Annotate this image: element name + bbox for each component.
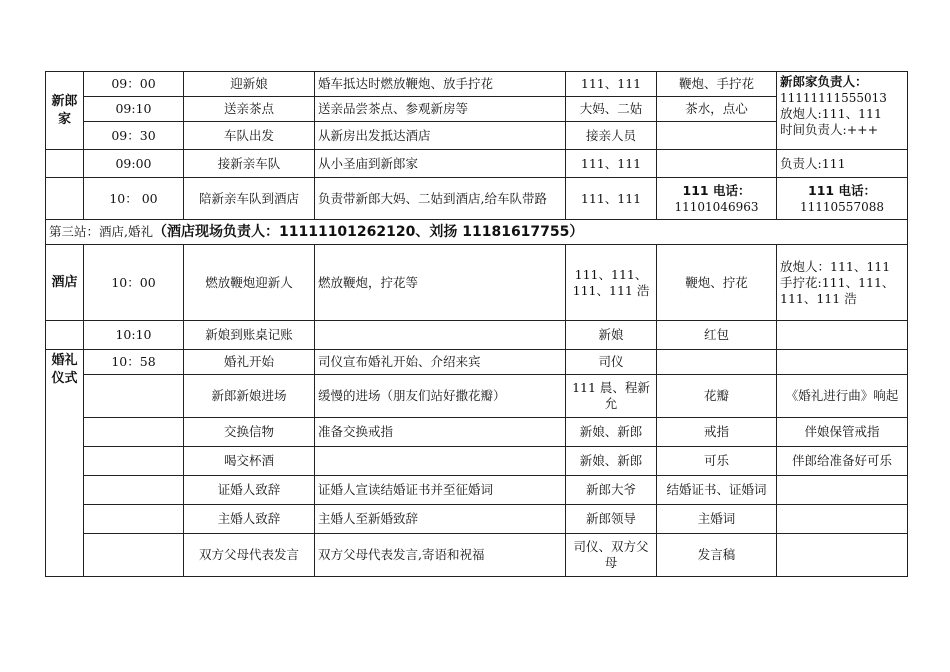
table-row xyxy=(46,350,908,375)
note-cell xyxy=(777,178,908,220)
table-row xyxy=(46,245,908,321)
time-cell: 10：00 xyxy=(84,245,184,321)
table-row xyxy=(46,220,908,245)
note-cell: 负责人:111 xyxy=(777,150,908,178)
content-cell: 双方父母代表发言,寄语和祝福 xyxy=(315,534,566,577)
people-cell: 111 晨、程新允 xyxy=(566,375,657,418)
content-cell: 送亲品尝茶点、参观新房等 xyxy=(315,97,566,122)
content-cell: 主婚人至新婚致辞 xyxy=(315,505,566,534)
item-cell: 新郎新娘进场 xyxy=(184,375,315,418)
contact-phone: 11101046963 xyxy=(674,199,759,214)
items-cell: 茶水，点心 xyxy=(657,97,777,122)
content-cell xyxy=(315,321,566,350)
time-cell: 10:10 xyxy=(84,321,184,350)
note-cell: 伴郎给准备好可乐 xyxy=(777,447,908,476)
note-cell xyxy=(777,505,908,534)
content-cell: 从小圣庙到新郎家 xyxy=(315,150,566,178)
table-row xyxy=(46,534,908,577)
item-cell: 证婚人致辞 xyxy=(184,476,315,505)
items-cell xyxy=(657,350,777,375)
responsible-phone: 11111111555013 xyxy=(780,91,887,105)
people-cell: 111、111 xyxy=(566,178,657,220)
item-cell: 喝交杯酒 xyxy=(184,447,315,476)
people-cell: 新娘、新郎 xyxy=(566,418,657,447)
items-cell xyxy=(657,122,777,150)
item-cell: 新娘到账桌记账 xyxy=(184,321,315,350)
table-row xyxy=(46,418,908,447)
items-cell: 结婚证书、证婚词 xyxy=(657,476,777,505)
item-cell: 主婚人致辞 xyxy=(184,505,315,534)
section-label-empty xyxy=(46,178,84,220)
item-cell: 送亲茶点 xyxy=(184,97,315,122)
people-cell: 新娘、新郎 xyxy=(566,447,657,476)
stage-title: 第三站：酒店,婚礼 xyxy=(49,224,153,239)
people-cell: 111、111 xyxy=(566,72,657,97)
note-cell xyxy=(777,476,908,505)
time-cell xyxy=(84,534,184,577)
note-cell: 放炮人：111、111 手拧花:111、111、111、111 浩 xyxy=(777,245,908,321)
content-cell: 负责带新郎大妈、二姑到酒店,给车队带路 xyxy=(315,178,566,220)
items-cell: 发言稿 xyxy=(657,534,777,577)
table-row xyxy=(46,476,908,505)
people-cell: 111、111 xyxy=(566,150,657,178)
contact-name: 111 电话： xyxy=(808,182,876,198)
content-cell: 缓慢的进场（朋友们站好撒花瓣） xyxy=(315,375,566,418)
section-label-hotel: 酒店 xyxy=(46,245,84,321)
content-cell: 婚车抵达时燃放鞭炮、放手拧花 xyxy=(315,72,566,97)
people-cell: 111、111、111、111 浩 xyxy=(566,245,657,321)
note-cell xyxy=(777,321,908,350)
contact-phone: 11110557088 xyxy=(800,199,884,214)
time-cell: 10：58 xyxy=(84,350,184,375)
items-cell: 鞭炮、拧花 xyxy=(657,245,777,321)
section-label-groom-home: 新郎家 xyxy=(46,72,84,150)
stage-responsible: （酒店现场负责人：11111101262120、刘扬 11181617755） xyxy=(152,224,584,240)
item-cell: 交换信物 xyxy=(184,418,315,447)
item-cell: 接新亲车队 xyxy=(184,150,315,178)
items-cell xyxy=(657,150,777,178)
wedding-schedule-table xyxy=(45,71,908,577)
note-cell: 《婚礼进行曲》响起 xyxy=(777,375,908,418)
people-cell: 接亲人员 xyxy=(566,122,657,150)
note-cell xyxy=(777,350,908,375)
note-cell: 伴娘保管戒指 xyxy=(777,418,908,447)
people-cell: 新郎领导 xyxy=(566,505,657,534)
items-cell: 鞭炮、手拧花 xyxy=(657,72,777,97)
item-cell: 迎新娘 xyxy=(184,72,315,97)
section-label-ceremony: 婚礼仪式 xyxy=(46,350,84,577)
time-cell xyxy=(84,418,184,447)
table-row xyxy=(46,72,908,97)
time-cell xyxy=(84,505,184,534)
section-label-empty xyxy=(46,321,84,350)
time-cell: 09:10 xyxy=(84,97,184,122)
people-cell: 司仪、双方父母 xyxy=(566,534,657,577)
items-cell: 可乐 xyxy=(657,447,777,476)
content-cell: 从新房出发抵达酒店 xyxy=(315,122,566,150)
groom-home-responsible-cell xyxy=(777,72,908,150)
time-cell xyxy=(84,447,184,476)
contact-name: 111 电话： xyxy=(682,182,751,198)
people-cell: 司仪 xyxy=(566,350,657,375)
time-cell: 10： 00 xyxy=(84,178,184,220)
time-cell xyxy=(84,375,184,418)
items-cell: 戒指 xyxy=(657,418,777,447)
item-cell: 婚礼开始 xyxy=(184,350,315,375)
item-cell: 燃放鞭炮迎新人 xyxy=(184,245,315,321)
time-cell: 09:00 xyxy=(84,150,184,178)
stage-header xyxy=(46,220,908,245)
items-cell xyxy=(657,178,777,220)
table-row xyxy=(46,321,908,350)
people-cell: 大妈、二姑 xyxy=(566,97,657,122)
table-row xyxy=(46,178,908,220)
content-cell: 司仪宣布婚礼开始、介绍来宾 xyxy=(315,350,566,375)
item-cell: 陪新亲车队到酒店 xyxy=(184,178,315,220)
content-cell: 准备交换戒指 xyxy=(315,418,566,447)
items-cell: 红包 xyxy=(657,321,777,350)
time-cell xyxy=(84,476,184,505)
content-cell xyxy=(315,447,566,476)
responsible-title: 新郎家负责人： xyxy=(780,74,868,89)
table-row xyxy=(46,375,908,418)
items-cell: 花瓣 xyxy=(657,375,777,418)
table-row xyxy=(46,447,908,476)
item-cell: 双方父母代表发言 xyxy=(184,534,315,577)
time-cell: 09：30 xyxy=(84,122,184,150)
items-cell: 主婚词 xyxy=(657,505,777,534)
responsible-firework: 放炮人:111、111 xyxy=(780,106,882,121)
table-row xyxy=(46,505,908,534)
people-cell: 新娘 xyxy=(566,321,657,350)
note-cell xyxy=(777,534,908,577)
section-label-empty xyxy=(46,150,84,178)
responsible-time: 时间负责人:+++ xyxy=(780,122,879,137)
content-cell: 燃放鞭炮，拧花等 xyxy=(315,245,566,321)
people-cell: 新郎大爷 xyxy=(566,476,657,505)
item-cell: 车队出发 xyxy=(184,122,315,150)
time-cell: 09：00 xyxy=(84,72,184,97)
table-row xyxy=(46,150,908,178)
content-cell: 证婚人宣读结婚证书并至征婚词 xyxy=(315,476,566,505)
